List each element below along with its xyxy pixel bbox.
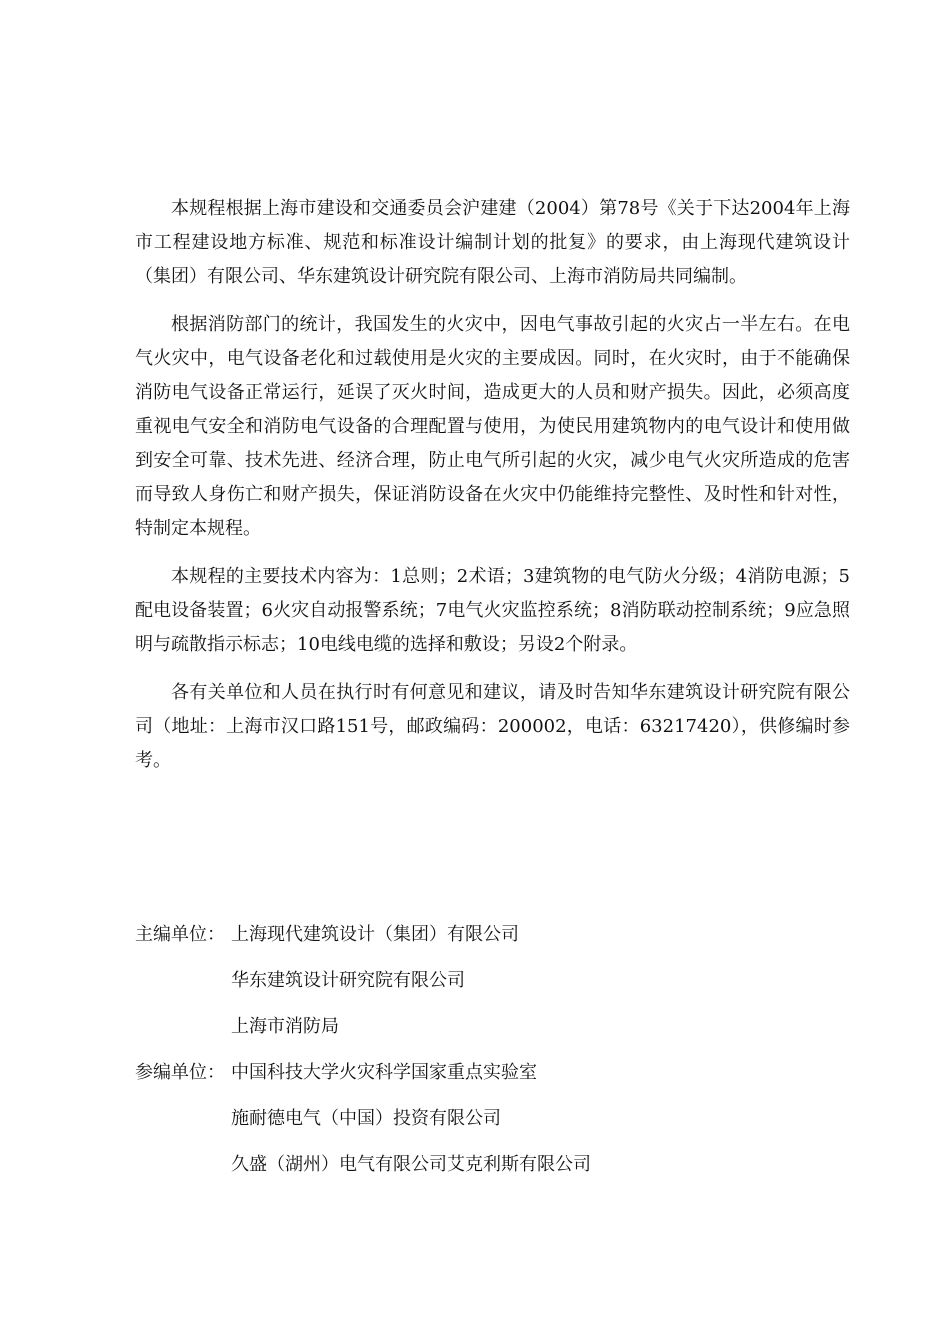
participating-unit-row [135,1102,850,1136]
participating-unit-name: 施耐德电气（中国）投资有限公司 [231,1108,501,1129]
compiling-units [135,918,850,1194]
chief-unit-row [135,918,850,952]
preface-paragraph-feedback: 各有关单位和人员在执行时有何意见和建议，请及时告知华东建筑设计研究院有限公司（地址：上海市汉口路151号，邮政编码：200002，电话：63217420），供修编时参考。 [135,682,850,771]
unit-label-spacer [135,1010,231,1044]
chief-unit-name: 上海现代建筑设计（集团）有限公司 [231,924,519,945]
chief-unit-name: 华东建筑设计研究院有限公司 [231,970,465,991]
chief-units-label: 主编单位： [135,924,225,945]
participating-unit-row [135,1056,850,1090]
preface-paragraph-contents: 本规程的主要技术内容为：1总则；2术语；3建筑物的电气防火分级；4消防电源；5配电设备装置；6火灾自动报警系统；7电气火灾监控系统；8消防联动控制系统；9应急照明与疏散指示标志；10电线电缆的选择和敷设；另设2个附录。 [135,566,850,655]
preface-paragraph-compilation: 本规程根据上海市建设和交通委员会沪建建（2004）第78号《关于下达2004年上海市工程建设地方标准、规范和标准设计编制计划的批复》的要求，由上海现代建筑设计（集团）有限公司、华东建筑设计研究院有限公司、上海市消防局共同编制。 [135,198,850,287]
participating-unit-name: 中国科技大学火灾科学国家重点实验室 [231,1062,537,1083]
preface-paragraph-background: 根据消防部门的统计，我国发生的火灾中，因电气事故引起的火灾占一半左右。在电气火灾中，电气设备老化和过载使用是火灾的主要成因。同时，在火灾时，由于不能确保消防电气设备正常运行，延误了灭火时间，造成更大的人员和财产损失。因此，必须高度重视电气安全和消防电气设备的合理配置与使用，为使民用建筑物内的电气设计和使用做到安全可靠、技术先进、经济合理，防止电气所引起的火灾，减少电气火灾所造成的危害而导致人身伤亡和财产损失，保证消防设备在火灾中仍能维持完整性、及时性和针对性，特制定本规程。 [135,314,850,539]
unit-label-spacer [135,1102,231,1136]
participating-unit-name: 久盛（湖州）电气有限公司艾克利斯有限公司 [231,1154,591,1175]
chief-unit-row [135,964,850,998]
participating-units-label: 参编单位： [135,1062,225,1083]
unit-label-spacer [135,1148,231,1182]
chief-unit-row [135,1010,850,1044]
chief-unit-name: 上海市消防局 [231,1016,339,1037]
unit-label-spacer [135,964,231,998]
participating-unit-row [135,1148,850,1182]
preface-body [135,192,850,792]
